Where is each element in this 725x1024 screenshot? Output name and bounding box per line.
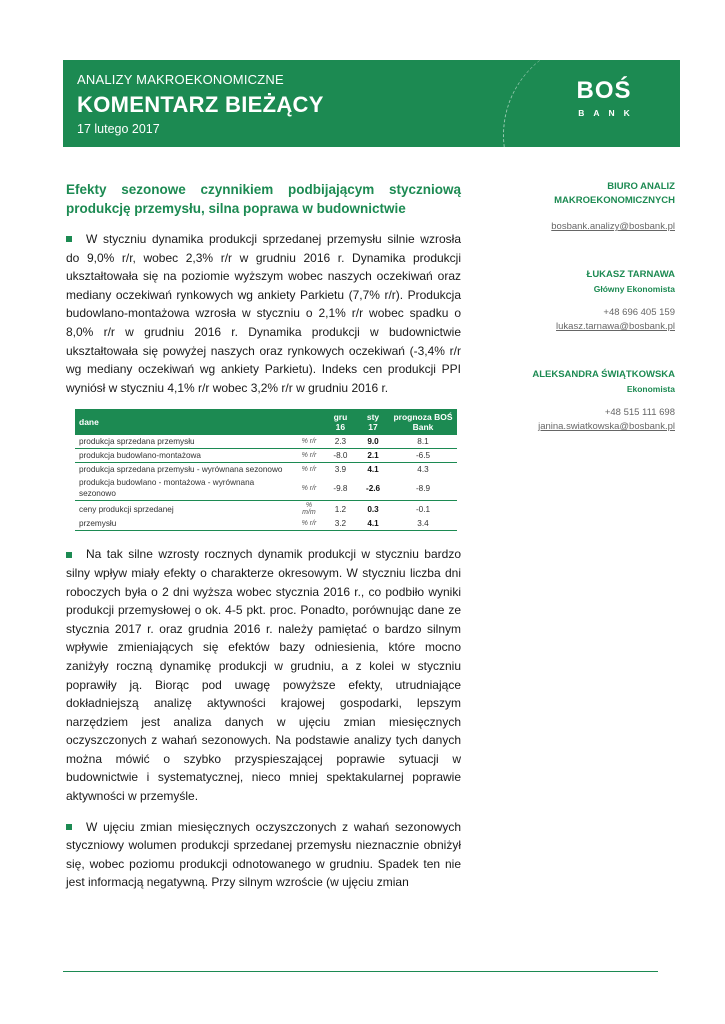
row-unit: % r/r — [294, 449, 324, 463]
header-cell: sty 17 — [366, 412, 380, 433]
department-email-link[interactable]: bosbank.analizy@bosbank.pl — [551, 221, 675, 232]
row-unit: % r/r — [294, 517, 324, 531]
table-row — [75, 476, 457, 501]
logo-subtext: BANK — [578, 108, 639, 118]
row-unit: % r/r — [294, 476, 324, 501]
article-paragraph — [66, 545, 461, 805]
contact-phone: +48 696 405 159 — [603, 307, 675, 318]
article-paragraph — [66, 230, 461, 397]
contact-name: ALEKSANDRA ŚWIĄTKOWSKA — [532, 369, 675, 380]
row-label: produkcja budowlano - montażowa - wyrównana sezonowo — [75, 476, 294, 501]
contact-email-link[interactable]: lukasz.tarnawa@bosbank.pl — [556, 321, 675, 332]
footer-divider — [63, 971, 658, 972]
bullet-icon — [66, 552, 72, 558]
contact-email-link[interactable]: janina.swiatkowska@bosbank.pl — [538, 421, 675, 432]
table-row — [75, 449, 457, 463]
bullet-icon — [66, 824, 72, 830]
cell-prognoza: -6.5 — [389, 449, 457, 463]
paragraph-text: W styczniu dynamika produkcji sprzedanej przemysłu silnie wzrosła do 9,0% r/r, wobec 2,3% r/r w grudniu 2016 r. Dynamika produkcji ukształtowała się na poziomie wyższym wobec naszych oczekiwań oraz mediany oczekiwań rynkowych wg ankiety Parkietu (7,7% r/r). Produkcja budowlano-montażowa wzrosła w styczniu o 2,1% r/r wobec spadku o 8,0% r/r w grudniu 2016 r. Dynamika produkcji w budownictwie ukształtowała się powyżej naszych oraz rynkowych oczekiwań (-3,4% r/r wg mediany oczekiwań wg ankiety Parkietu). Indeks cen produkcji PPI wyniósł w styczniu 4,1% r/r wobec 3,2% r/r w grudniu 2016 r. — [66, 232, 461, 395]
cell-sty: 9.0 — [357, 435, 389, 449]
paragraph-text: Na tak silne wzrosty rocznych dynamik produkcji w styczniu bardzo silny wpływ miały efekty o charakterze okresowym. W styczniu liczba dni roboczych była o 2 dni wyższa wobec stycznia 2016 r., co podbiło wyniki produkcji przemysłowej o ok. 4-5 pkt. proc. Ponadto, porównując dane ze stycznia 2017 r. oraz grudnia 2016 r. należy pamiętać o bardzo silnym wpływie zmieniających się efektów bazy odniesienia, które mocno zaniżyły roczną dynamikę produkcji w grudniu, a z kolei w styczniu poprawiły ją. Biorąc pod uwagę powyższe efekty, utrudniające dokładniejszą analizę aktywności krajowej gospodarki, lepszym narzędziem jest analiza danych w ujęciu zmian miesięcznych oczyszczonych z wahań sezonowych. Na podstawie analizy tych danych można mówić o szybko przyspieszającej poprawie sytuacji w budownictwie i systematycznej, nieco mniej spektakularnej poprawie aktywności w przemyśle. — [66, 547, 461, 804]
cell-sty: 4.1 — [367, 465, 379, 475]
data-table — [75, 409, 457, 531]
header-cell: gru 16 — [333, 412, 348, 433]
row-label: produkcja sprzedana przemysłu — [75, 435, 294, 449]
header-banner — [63, 60, 680, 147]
report-series: ANALIZY MAKROEKONOMICZNE — [77, 72, 284, 87]
contact-phone: +48 515 111 698 — [604, 407, 675, 418]
cell-gru: 1.2 — [334, 504, 347, 514]
row-label: produkcja budowlano-montażowa — [75, 449, 294, 463]
bos-bank-logo — [569, 78, 639, 118]
cell-gru: 3.9 — [334, 465, 347, 475]
cell-sty: -2.6 — [357, 476, 389, 501]
contact-role: Główny Ekonomista — [593, 284, 675, 294]
cell-gru: -9.8 — [324, 476, 357, 501]
cell-prognoza: 8.1 — [389, 435, 457, 449]
article-paragraph — [66, 818, 461, 892]
cell-sty: 2.1 — [357, 449, 389, 463]
table-header-row — [75, 409, 457, 435]
header-cell: prognoza BOŚ Bank — [393, 412, 453, 433]
contact-sidebar — [505, 180, 675, 434]
report-date: 17 lutego 2017 — [77, 122, 160, 136]
article-body — [66, 180, 461, 904]
report-title: KOMENTARZ BIEŻĄCY — [77, 92, 324, 117]
bullet-icon — [66, 236, 72, 242]
contact-role: Ekonomista — [626, 384, 675, 394]
row-unit: % r/r — [294, 435, 324, 449]
paragraph-text: W ujęciu zmian miesięcznych oczyszczonych z wahań sezonowych styczniowy wolumen produkcji sprzedanej przemysłu nieznacznie obniżył się, wobec poziomu produkcji odnotowanego w grudniu. Spadek ten nie jest informacją negatywną. Przy silnym wzroście (w ujęciu zmian — [66, 819, 461, 890]
cell-prognoza: -8.9 — [389, 476, 457, 501]
department-name: BIURO ANALIZ — [607, 181, 675, 192]
header-cell — [294, 409, 324, 435]
table-row — [75, 463, 457, 477]
table-row — [75, 435, 457, 449]
department-name: MAKROEKONOMICZNYCH — [554, 195, 675, 206]
row-label: przemysłu — [75, 517, 294, 531]
article-headline: Efekty sezonowe czynnikiem podbijającym styczniową produkcję przemysłu, silna poprawa w budownictwie — [66, 182, 461, 216]
cell-prognoza: 4.3 — [417, 465, 429, 475]
contact-name: ŁUKASZ TARNAWA — [586, 269, 675, 280]
row-unit: % m/m — [302, 502, 316, 517]
table-row — [75, 517, 457, 531]
table-row — [75, 501, 457, 518]
row-unit: % r/r — [301, 466, 317, 474]
cell-gru: 2.3 — [324, 435, 357, 449]
logo-wordmark: BOŚ — [576, 77, 632, 104]
cell-gru: -8.0 — [324, 449, 357, 463]
cell-prognoza: 3.4 — [389, 517, 457, 531]
row-label: produkcja sprzedana przemysłu - wyrównana sezonowo — [79, 465, 283, 475]
header-cell: dane — [79, 417, 99, 428]
cell-sty: 0.3 — [367, 504, 379, 514]
cell-gru: 3.2 — [324, 517, 357, 531]
cell-prognoza: -0.1 — [415, 504, 431, 514]
row-label: ceny produkcji sprzedanej — [79, 504, 174, 514]
cell-sty: 4.1 — [357, 517, 389, 531]
